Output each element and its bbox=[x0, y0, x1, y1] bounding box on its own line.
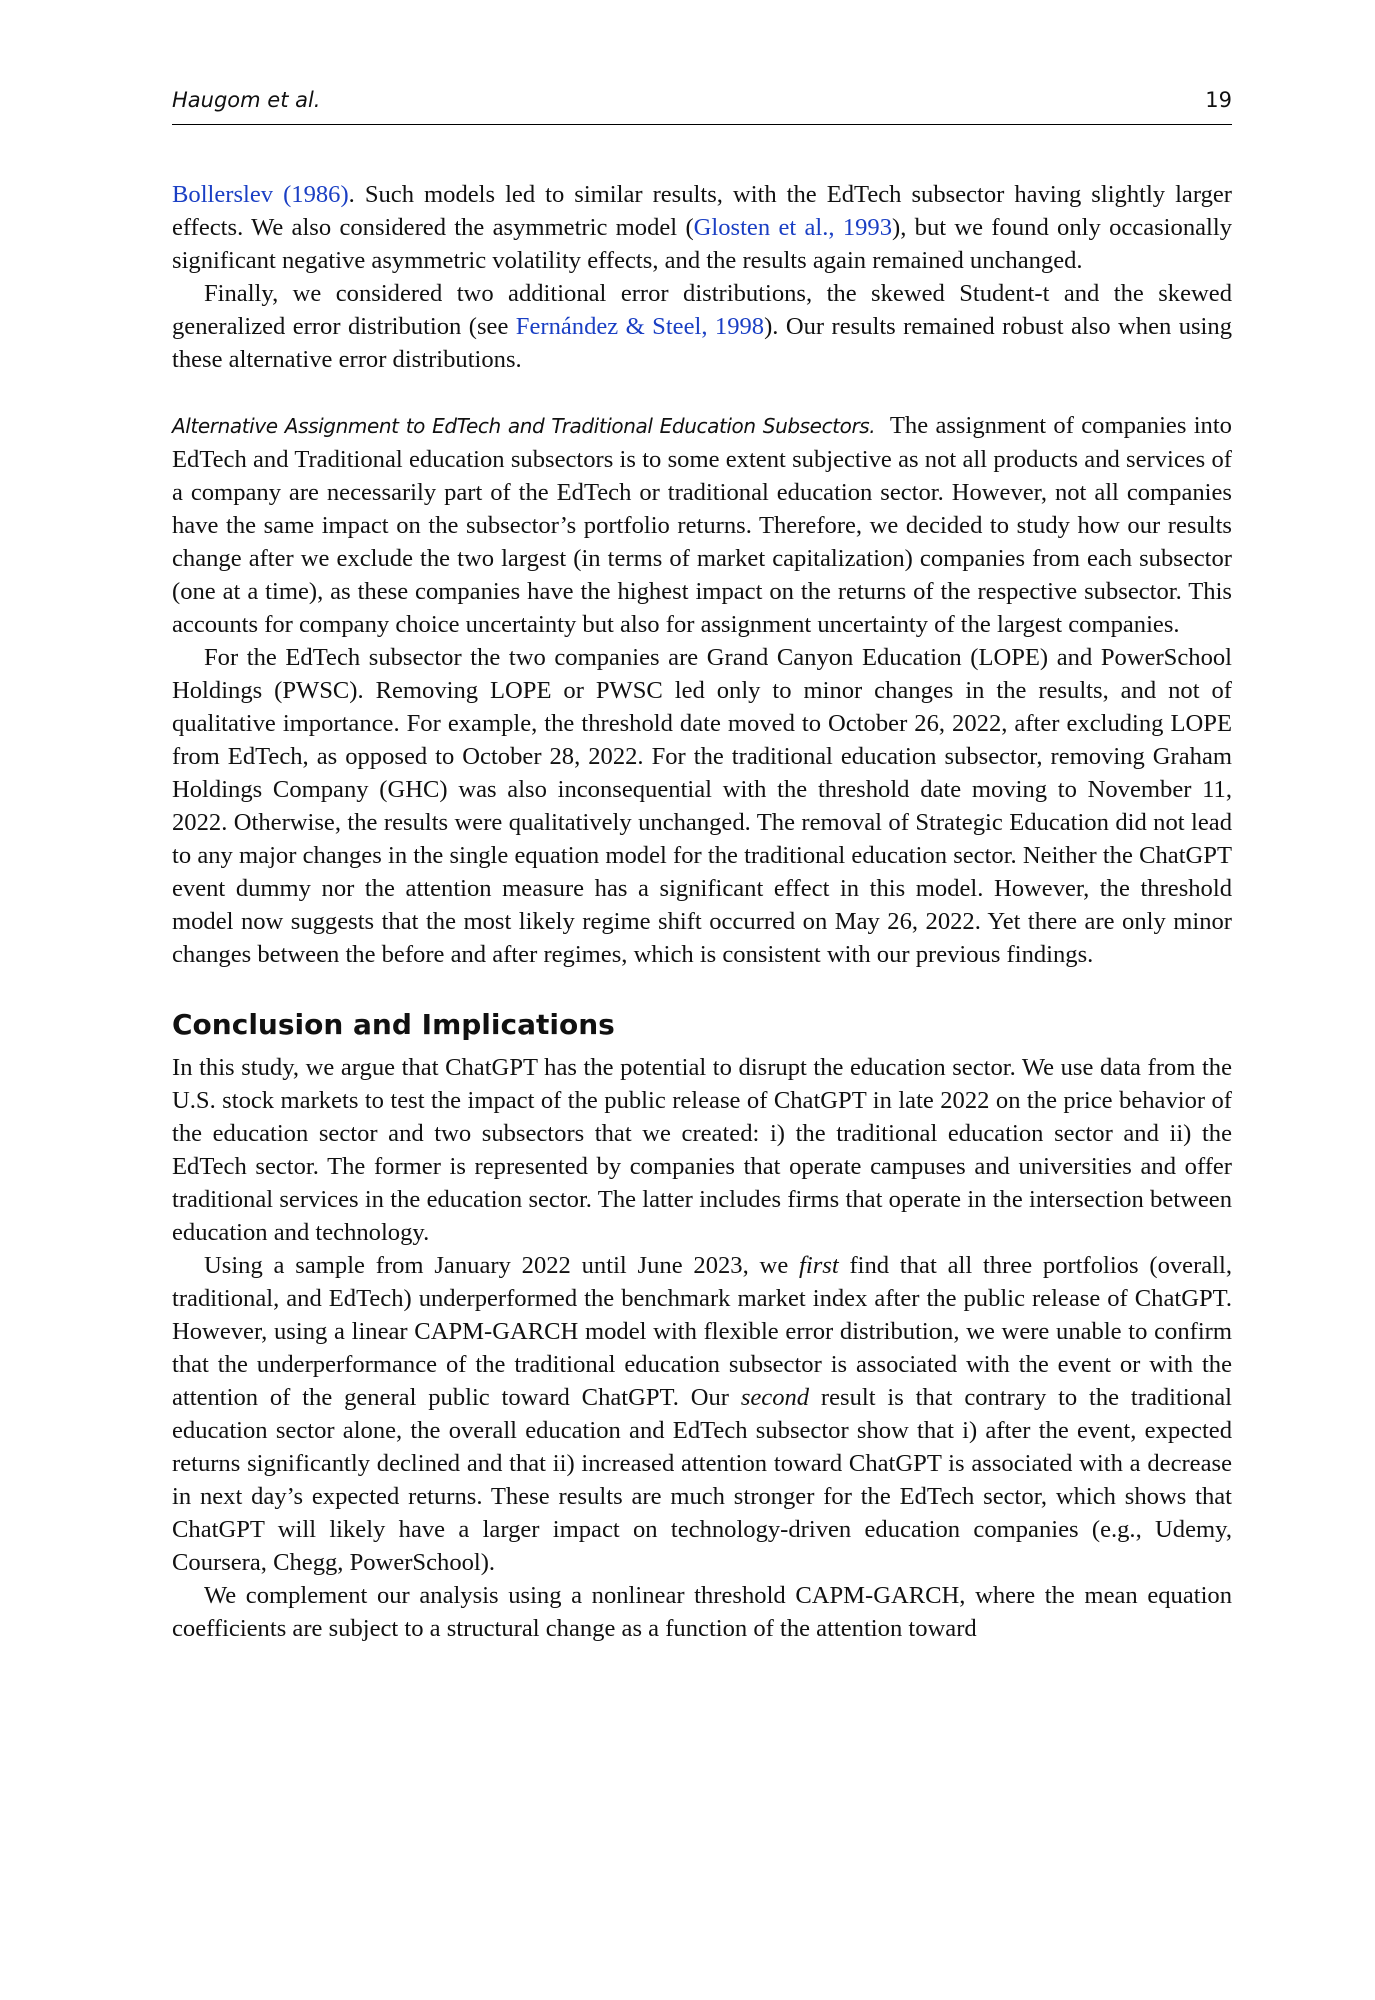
section-heading-conclusion: Conclusion and Implications bbox=[172, 1008, 615, 1041]
paragraph-conclusion-findings: Using a sample from January 2022 until June 2023, we first find that all three portfolios (overall, traditional, and EdTech) underperformed the benchmark market index after the public release of ChatGPT. However, using a linear CAPM-GARCH model with flexible error distribution, we were unable to confirm that the underperformance of the traditional education subsector is associated with the event or with the attention of the general public toward ChatGPT. Our second result is that contrary to the traditional education sector alone, the overall education and EdTech subsector show that i) after the event, expected returns significantly declined and that ii) increased attention toward ChatGPT is associated with a decrease in next day’s expected returns. These results are much stronger for the EdTech sector, which shows that ChatGPT will likely have a larger impact on technology-driven education companies (e.g., Udemy, Coursera, Chegg, PowerSchool). bbox=[172, 1252, 1232, 1576]
paragraph-alternative-assignment: Alternative Assignment to EdTech and Traditional Education Subsectors. The assignment of companies into EdTech and Traditional education subsectors is to some extent subjective as not all products and services of a company are necessarily part of the EdTech or traditional education sector. However, not all companies have the same impact on the subsector’s portfolio returns. Therefore, we decided to study how our results change after we exclude the two largest (in terms of market capitalization) companies from each subsector (one at a time), as these companies have the highest impact on the returns of the respective subsector. This accounts for company choice uncertainty but also for assignment uncertainty of the largest companies. bbox=[172, 412, 1232, 638]
paragraph-gap bbox=[172, 376, 1232, 409]
citation-link-fernandez-steel[interactable]: Fernández & Steel, 1998 bbox=[515, 313, 765, 340]
citation-link-glosten[interactable]: Glosten et al., 1993 bbox=[693, 214, 893, 241]
subsection-heading: Alternative Assignment to EdTech and Traditional Education Subsectors. bbox=[172, 414, 876, 438]
paragraph-conclusion-intro: In this study, we argue that ChatGPT has the potential to disrupt the education sector. We use data from the U.S. stock markets to test the impact of the public release of ChatGPT in late 2022 on the price behavior of the education sector and two subsectors that we created: i) the traditional education sector and ii) the EdTech sector. The former is represented by companies that operate campuses and universities and offer traditional services in the education sector. The latter includes firms that operate in the intersection between education and technology. bbox=[172, 1054, 1232, 1246]
running-head-authors: Haugom et al. bbox=[172, 88, 321, 112]
paragraph-threshold-analysis: We complement our analysis using a nonlinear threshold CAPM-GARCH, where the mean equation coefficients are subject to a structural change as a function of the attention toward bbox=[172, 1582, 1232, 1642]
paragraph-edtech-removal: For the EdTech subsector the two companies are Grand Canyon Education (LOPE) and PowerSchool Holdings (PWSC). Removing LOPE or PWSC led only to minor changes in the results, and not of qualitative importance. For example, the threshold date moved to October 26, 2022, after excluding LOPE from EdTech, as opposed to October 28, 2022. For the traditional education subsector, removing Graham Holdings Company (GHC) was also inconsequential with the threshold date moving to November 11, 2022. Otherwise, the results were qualitatively unchanged. The removal of Strategic Education did not lead to any major changes in the single equation model for the traditional education sector. Neither the ChatGPT event dummy nor the attention measure has a significant effect in this model. However, the threshold model now suggests that the most likely regime shift occurred on May 26, 2022. Yet there are only minor changes between the before and after regimes, which is consistent with our previous findings. bbox=[172, 644, 1232, 968]
running-header bbox=[172, 88, 1232, 125]
article-body bbox=[172, 178, 1232, 1645]
citation-link-bollerslev[interactable]: Bollerslev (1986) bbox=[172, 181, 349, 208]
paragraph-error-distributions: Finally, we considered two additional error distributions, the skewed Student-t and the skewed generalized error distribution (see Fernández & Steel, 1998). Our results remained robust also when using these alternative error distributions. bbox=[172, 280, 1232, 373]
page-number: 19 bbox=[1205, 88, 1232, 112]
paragraph-robustness-models: Bollerslev (1986). Such models led to similar results, with the EdTech subsector having slightly larger effects. We also considered the asymmetric model (Glosten et al., 1993), but we found only occasionally significant negative asymmetric volatility effects, and the results again remained unchanged. bbox=[172, 181, 1232, 274]
